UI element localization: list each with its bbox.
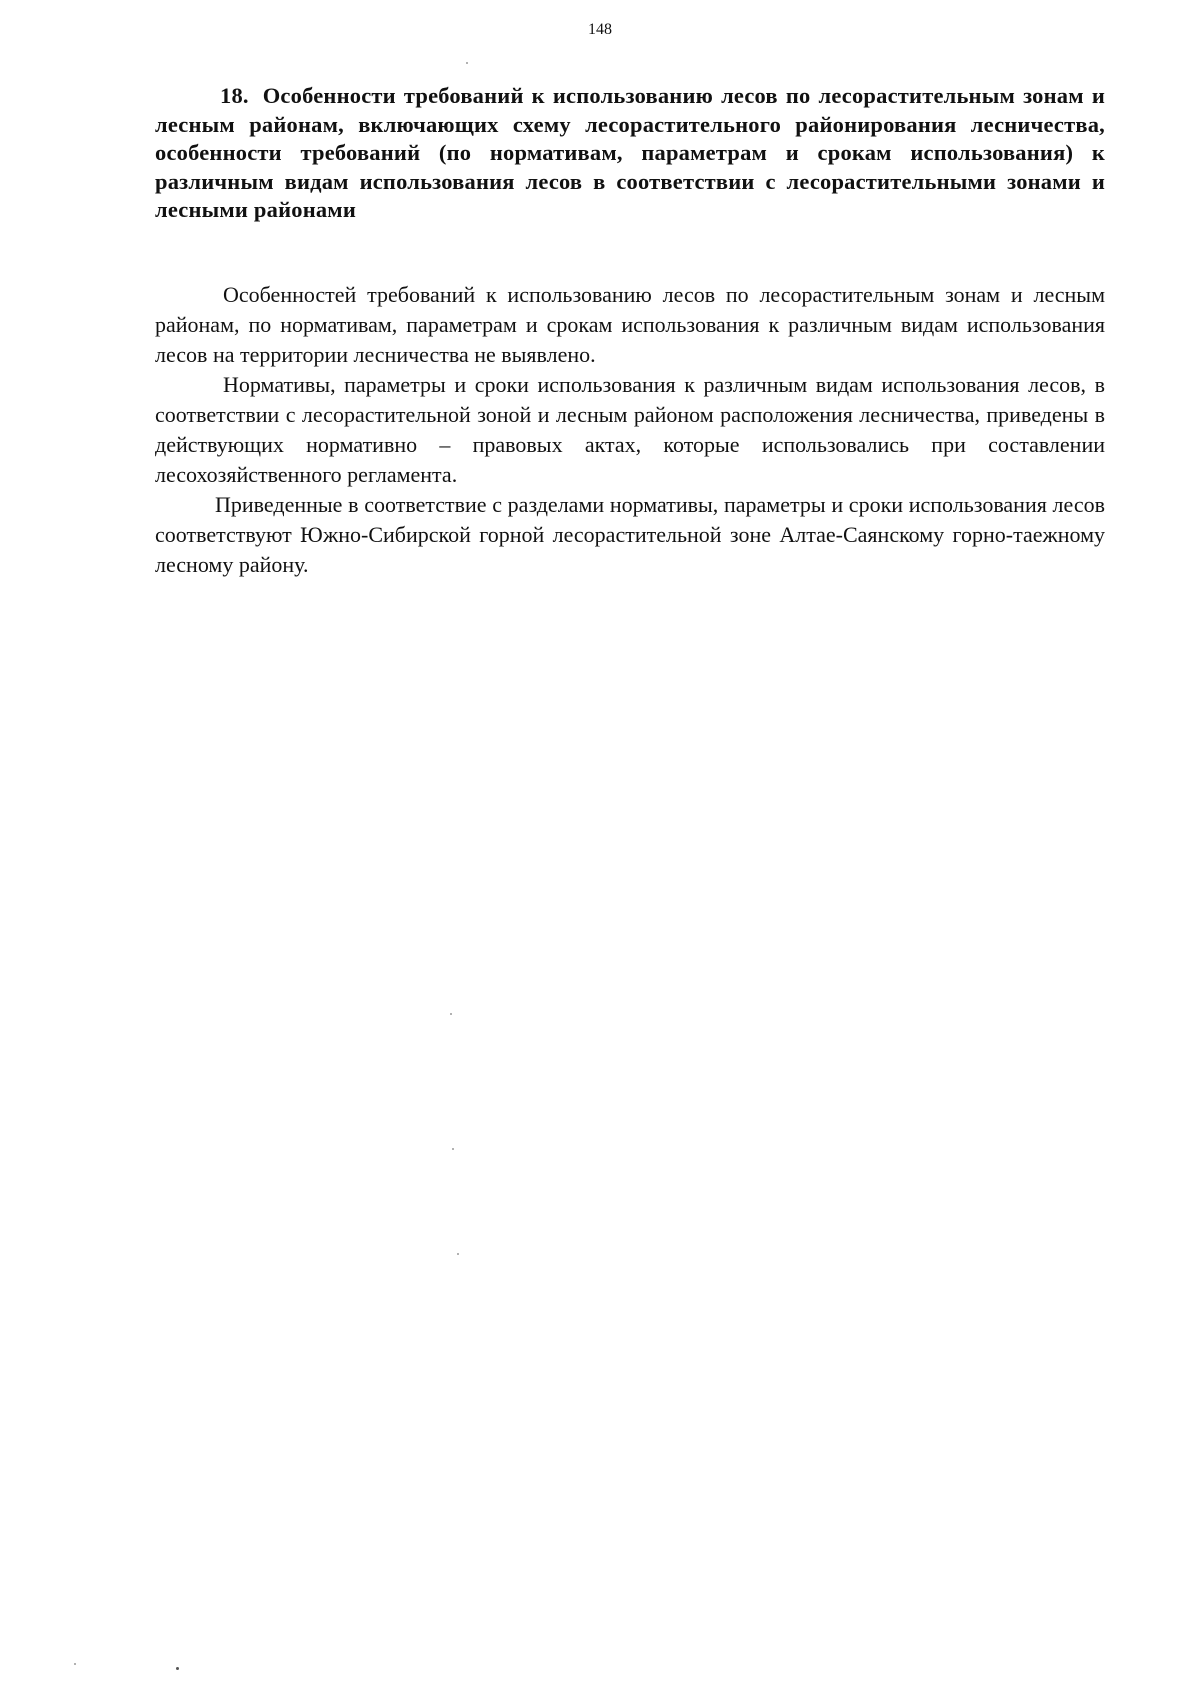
scan-speck — [176, 1667, 179, 1670]
page-number: 148 — [588, 21, 612, 38]
paragraph-2: Нормативы, параметры и сроки использования к различным видам использования лесов, в соответствии с лесорастительной зоной и лесным районом расположения лесничества, приведены в действующих нормативно – правовых актах, которые использовались при составлении лесохозяйственного регламента. — [155, 371, 1105, 487]
scan-speck — [452, 1148, 454, 1150]
paragraph-1: Особенностей требований к использованию лесов по лесорастительным зонам и лесным районам, по нормативам, параметрам и срокам использования к различным видам использования лесов на территории лесничества не выявлено. — [155, 281, 1105, 367]
scan-speck — [450, 1013, 452, 1015]
section-heading — [155, 82, 1105, 225]
paragraph-3: Приведенные в соответствие с разделами нормативы, параметры и сроки использования лесов соответствуют Южно-Сибирской горной лесорастительной зоне Алтае-Саянскому горно-таежному лесному району. — [155, 491, 1105, 577]
scan-speck — [74, 1663, 76, 1665]
section-title: Особенности требований к использованию лесов по лесорастительным зонам и лесным районам, включающих схему лесорастительного районирования лесничества, особенности требований (по нормативам, параметрам и срокам использования) к различным видам использования лесов в соответствии с лесорастительными зонами и лесными районами — [155, 83, 1105, 222]
scan-speck — [457, 1253, 459, 1255]
page-content — [155, 82, 1105, 580]
body-text — [155, 280, 1105, 580]
scan-speck — [466, 62, 468, 64]
section-number: 18. — [220, 83, 249, 108]
